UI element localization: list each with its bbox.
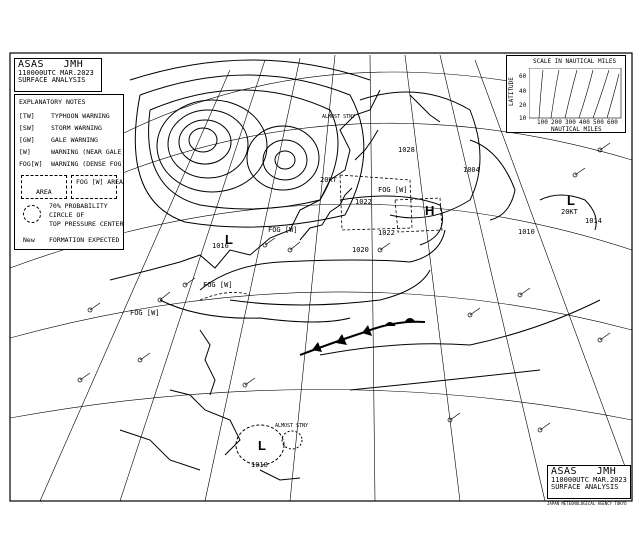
chart-valid-time: 110000UTC MAR.2023 — [18, 69, 94, 77]
svg-text:1014: 1014 — [585, 217, 602, 225]
low-center-east: L — [567, 193, 575, 208]
chart-product: SURFACE ANALYSIS — [551, 483, 619, 491]
chart-title-box-bottom — [547, 465, 631, 499]
probability-circle-icon — [23, 205, 41, 223]
svg-text:1022: 1022 — [355, 198, 372, 206]
svg-text:FOG [W]: FOG [W] — [203, 281, 233, 289]
scale-box: SCALE IN NAUTICAL MILES LATITUDE 60 40 20 10 100 200 300 400 500 600 NAUTICAL MILES — [506, 55, 626, 133]
coastlines — [110, 90, 440, 480]
note-code: [SW] — [19, 124, 35, 132]
scale-y-label: LATITUDE — [508, 77, 515, 106]
svg-text:1022: 1022 — [378, 229, 395, 237]
chart-station: ASAS JMH — [551, 466, 617, 477]
fog-area-symbol-box: FOG [W] AREA — [71, 175, 117, 199]
svg-text:1010: 1010 — [251, 461, 268, 469]
svg-text:1016: 1016 — [212, 242, 229, 250]
station-plots — [78, 143, 610, 432]
svg-text:ALMOST STNY: ALMOST STNY — [275, 423, 309, 429]
agency-credit: JAPAN METEOROLOGICAL AGENCY TOKYO — [547, 501, 627, 506]
high-center-east: H — [425, 203, 435, 218]
note-code: FOG[W] — [19, 160, 43, 168]
svg-text:1010: 1010 — [518, 228, 535, 236]
svg-text:1028: 1028 — [398, 146, 415, 154]
new-label: New — [23, 236, 35, 244]
note-code: [GW] — [19, 136, 35, 144]
frontal-line — [300, 319, 425, 356]
note-code: [W] — [19, 148, 31, 156]
chart-valid-time: 110000UTC MAR.2023 — [551, 476, 627, 484]
svg-text:20KT: 20KT — [561, 208, 578, 216]
low-center-south: L — [258, 438, 266, 453]
feature-labels — [130, 114, 579, 429]
low-center-korea: L — [225, 232, 233, 247]
notes-heading: EXPLANATORY NOTES — [19, 98, 86, 106]
svg-text:1020: 1020 — [352, 246, 369, 254]
note-meaning: STORM WARNING — [51, 124, 102, 132]
svg-text:20KT: 20KT — [320, 176, 337, 184]
note-meaning: WARNING (NEAR GALE) — [51, 148, 126, 156]
new-meaning: FORMATION EXPECTED — [49, 236, 120, 244]
chart-product: SURFACE ANALYSIS — [18, 76, 86, 84]
chart-station: ASAS JMH — [18, 59, 84, 70]
note-meaning: GALE WARNING — [51, 136, 98, 144]
scale-title: SCALE IN NAUTICAL MILES — [533, 58, 617, 65]
chart-title-box-top — [14, 58, 102, 92]
note-code: [TW] — [19, 112, 35, 120]
svg-text:FOG [W]: FOG [W] — [378, 186, 408, 194]
svg-text:ALMOST STNY: ALMOST STNY — [322, 114, 356, 120]
scale-x-label: NAUTICAL MILES — [551, 126, 602, 133]
note-meaning: TYPHOON WARNING — [51, 112, 110, 120]
note-meaning: WARNING (DENSE FOG) — [51, 160, 126, 168]
svg-text:FOG [W]: FOG [W] — [130, 309, 160, 317]
scale-curves — [529, 68, 623, 120]
area-symbol-box: AREA — [21, 175, 67, 199]
svg-text:FOG [W]: FOG [W] — [268, 226, 298, 234]
explanatory-notes: EXPLANATORY NOTES [TW] TYPHOON WARNING [SW] STORM WARNING [GW] GALE WARNING [W] WARNING (NEAR GALE) FOG[W] WARNING (DENSE FOG) AREA FOG [W] AREA 70% PROBABILITY CIRCLE OF TOP PRESSURE CENTER New FORMATION EXPECTED — [14, 94, 124, 250]
svg-text:1004: 1004 — [463, 166, 480, 174]
